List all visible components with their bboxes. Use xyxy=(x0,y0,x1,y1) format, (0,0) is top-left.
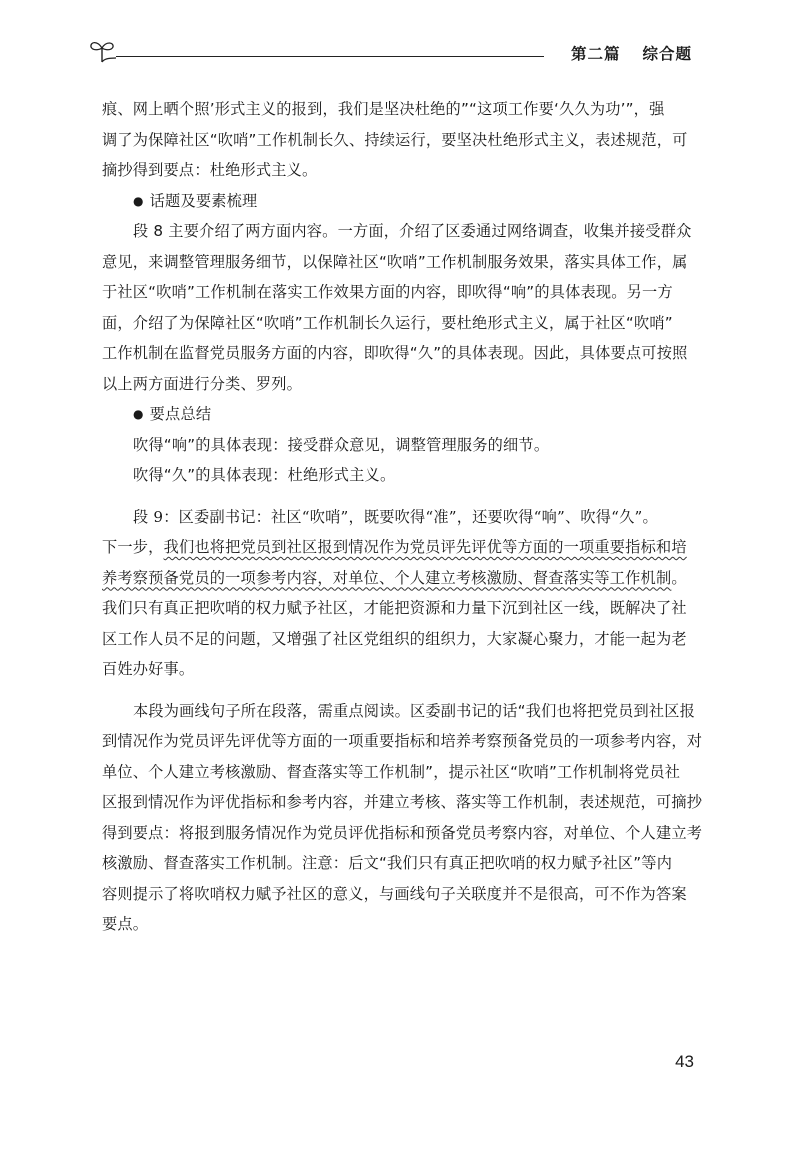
page-header xyxy=(88,34,692,70)
text-line: 工作机制在监督党员服务方面的内容，即吹得“久”的具体表现。因此，具体要点可按照 xyxy=(102,344,688,362)
quote-line: 段 9：区委副书记：社区“吹哨”，既要吹得“准”，还要吹得“响”、吹得“久”。 xyxy=(133,507,658,526)
text-line: 单位、个人建立考核激励、督查落实等工作机制”，提示社区“吹哨”工作机制将党员社 xyxy=(102,762,681,781)
sprout-icon xyxy=(88,36,116,64)
bullet-heading-topic: ● 话题及要素梳理 xyxy=(102,186,694,217)
bullet-heading-summary: ● 要点总结 xyxy=(102,399,694,430)
text-line: 本段为画线句子所在段落，需重点阅读。区委副书记的话“我们也将把党员到社区报 xyxy=(133,701,696,720)
header-section xyxy=(571,42,692,64)
underlined-sentence: 养考察预备党员的一项参考内容，对单位、个人建立考核激励、督查落实等工作机制 xyxy=(102,568,672,587)
section-title: 综合题 xyxy=(642,44,692,63)
text-line: 要点。 xyxy=(102,915,149,933)
text-line: 调了为保障社区“吹哨”工作机制长久、持续运行，要坚决杜绝形式主义，表述规范，可 xyxy=(102,130,688,149)
text-body-top xyxy=(102,94,703,940)
quote-text: 。 xyxy=(671,568,687,587)
quote-line-underlined xyxy=(102,532,694,563)
summary-line: 吹得“响”的具体表现：接受群众意见，调整管理服务的细节。 xyxy=(133,435,550,454)
header-rule xyxy=(116,56,544,57)
text-line: 痕、网上晒个照’形式主义的报到，我们是坚决杜绝的”“这项工作要‘久久为功’”，强 xyxy=(102,100,665,118)
quote-line: 我们只有真正把吹哨的权力赋予社区，才能把资源和力量下沉到社区一线，既解决了社 xyxy=(102,599,687,617)
quote-text: 下一步， xyxy=(102,538,164,556)
quote-line-underlined xyxy=(102,563,694,594)
section-label: 第二篇 xyxy=(570,44,621,63)
text-line: 段 8 主要介绍了两方面内容。一方面，介绍了区委通过网络调查，收集并接受群众 xyxy=(133,222,692,240)
text-line: 核激励、督查落实工作机制。注意：后文“我们只有真正把吹哨的权力赋予社区”等内 xyxy=(102,854,673,872)
quote-line: 百姓办好事。 xyxy=(102,660,195,678)
underlined-sentence: 我们也将把党员到社区报到情况作为党员评先评优等方面的一项重要指标和培 xyxy=(163,538,687,556)
text-line: 意见，来调整管理服务细节，以保障社区“吹哨”工作机制服务效果，落实具体工作，属 xyxy=(102,252,688,271)
text-line: 摘抄得到要点：杜绝形式主义。 xyxy=(102,161,318,179)
text-line: 于社区“吹哨”工作机制在落实工作效果方面的内容，即吹得“响”的具体表现。另一方 xyxy=(102,283,673,301)
text-line: 容则提示了将吹哨权力赋予社区的意义，与画线句子关联度并不是很高，可不作为答案 xyxy=(102,884,687,903)
text-line: 到情况作为党员评先评优等方面的一项重要指标和培养考察预备党员的一项参考内容，对 xyxy=(102,732,703,750)
page-number: 43 xyxy=(675,1052,694,1071)
text-line: 面，介绍了为保障社区“吹哨”工作机制长久运行，要杜绝形式主义，属于社区“吹哨” xyxy=(102,313,673,332)
text-line: 以上两方面进行分类、罗列。 xyxy=(102,374,303,393)
summary-line: 吹得“久”的具体表现：杜绝形式主义。 xyxy=(133,466,396,484)
text-line: 得到要点：将报到服务情况作为党员评优指标和预备党员考察内容，对单位、个人建立考 xyxy=(102,823,703,842)
text-line: 区报到情况作为评优指标和参考内容，并建立考核、落实等工作机制，表述规范，可摘抄 xyxy=(102,793,703,811)
quote-line: 区工作人员不足的问题，又增强了社区党组织的组织力，大家凝心聚力，才能一起为老 xyxy=(102,629,687,648)
